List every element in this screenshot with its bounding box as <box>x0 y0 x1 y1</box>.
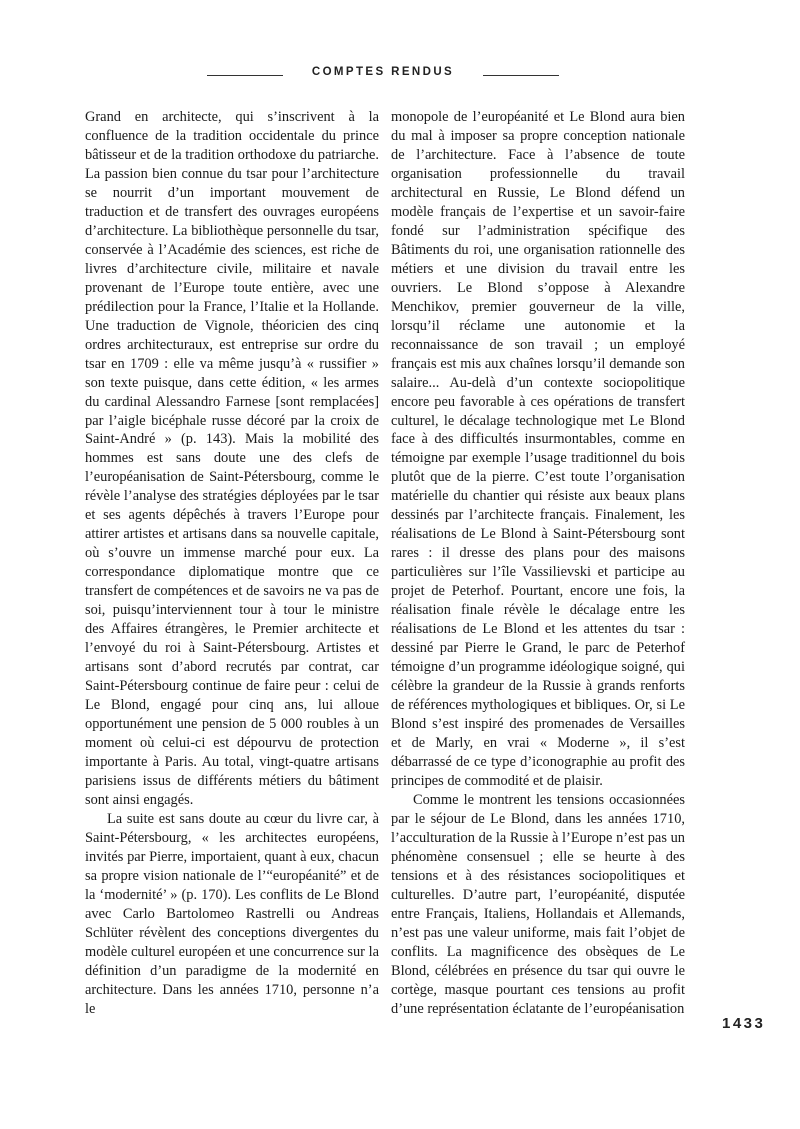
paragraph: Comme le montrent les tensions occasionnées par le séjour de Le Blond, dans les années 1710, l’acculturation de la Russie à l’Europe n’est pas un phénomène consensuel ; elle se heurte à des tensions et à des résistances sociopolitiques et culturelles. D’autre part, l’européanité, disputée entre Français, Italiens, Hollandais et Allemands, n’est pas une valeur uniforme, mais fait l’objet de conflits. La magnificence des obsèques de Le Blond, célébrées en présence du tsar qui ouvre le cortège, masque pourtant ces tensions au profit d’une représentation éclatante de l’européanisation <box>391 791 685 1017</box>
paragraph: La suite est sans doute au cœur du livre car, à Saint-Pétersbourg, « les architectes européens, invités par Pierre, importaient, quant à eux, chacun sa propre vision nationale de l’“européanité” et de la ‘modernité’ » (p. 170). Les conflits de Le Blond avec Carlo Bartolomeo Rastrelli ou Andreas Schlüter révèlent des conceptions divergentes du modèle culturel européen et une concurrence sur la définition d’un paradigme de la modernité en architecture. Dans les années 1710, personne n’a le <box>85 810 379 1017</box>
header-rule-left <box>207 75 283 76</box>
page-number: 1433 <box>722 1015 766 1032</box>
header-rule-right <box>483 75 559 76</box>
left-text-column <box>85 108 379 1019</box>
paragraph: Grand en architecte, qui s’inscrivent à la confluence de la tradition occidentale du prince bâtisseur et de la tradition orthodoxe du patriarche. La passion bien connue du tsar pour l’architecture se nourrit d’un important mouvement de traduction et de transfert des ouvrages européens d’architecture. La bibliothèque personnelle du tsar, conservée à l’Académie des sciences, est riche de livres d’architecture civile, militaire et navale provenant de l’Europe toute entière, avec une prédilection pour la France, l’Italie et la Hollande. Une traduction de Vignole, théoricien des cinq ordres architecturaux, est entreprise sur ordre du tsar en 1709 : elle va même jusqu’à « russifier » son texte puisque, dans cette édition, « les armes du cardinal Alessandro Farnese [sont remplacées] par l’aigle bicéphale russe décoré par la croix de Saint-André » (p. 143). Mais la mobilité des hommes est sans doute une des clefs de l’européanisation de Saint-Pétersbourg, comme le révèle l’analyse des stratégies déployées par le tsar et ses agents dépêchés à travers l’Europe pour attirer artistes et artisans dans sa nouvelle capitale, où s’ouvre un immense marché pour eux. La correspondance diplomatique montre que ce transfert de compétences et de savoirs ne va pas de soi, puisqu’interviennent tour à tour le ministre des Affaires étrangères, le Premier architecte et l’envoyé du roi à Saint-Pétersbourg. Artistes et artisans sont d’abord recrutés par contrat, car Saint-Pétersbourg continue de faire peur : celui de Le Blond, engagé pour cinq ans, lui alloue opportunément une pension de 5 000 roubles à un moment où celui-ci est dépourvu de protection importante à Paris. Au total, vingt-quatre artisans parisiens issus de différents métiers du bâtiment sont ainsi engagés. <box>85 109 379 808</box>
running-header <box>0 62 800 90</box>
running-head-title: COMPTES RENDUS <box>311 66 455 78</box>
right-text-column <box>391 108 685 1019</box>
paragraph: monopole de l’européanité et Le Blond aura bien du mal à imposer sa propre conception nationale de l’architecture. Face à l’absence de toute organisation professionnelle du travail architectural en Russie, Le Blond défend un modèle français de l’expertise et un savoir-faire fondé sur l’administration spécifique des Bâtiments du roi, une organisation rationnelle des métiers et une division du travail entre les ouvriers. Le Blond s’oppose à Alexandre Menchikov, premier gouverneur de la ville, lorsqu’il réclame une autonomie et la reconnaissance de son travail ; un employé français est mis aux chaînes lorsqu’il demande son salaire... Au-delà d’un contexte sociopolitique encore peu favorable à ces opérations de transfert culturel, le décalage technologique met Le Blond face à des difficultés insurmontables, comme en témoigne par exemple l’usage traditionnel du bois plutôt que de la pierre. C’est toute l’organisation matérielle du chantier qui résiste aux beaux plans dessinés par l’architecte français. Finalement, les réalisations de Le Blond à Saint-Pétersbourg sont rares : il dresse des plans pour des maisons particulières sur l’île Vassilievski et participe au projet de Peterhof. Pourtant, encore une fois, la réalisation finale révèle le décalage entre les réalisations de Le Blond et les attentes du tsar : dessiné par Pierre le Grand, le parc de Peterhof témoigne d’un programme idéologique soigné, qui célèbre la grandeur de la Russie à grands renforts de références mythologiques et bibliques. Or, si Le Blond s’est inspiré des promenades de Versailles et de Marly, en vrai « Moderne », il s’est débarrassé de ce type d’iconographie au profit des principes de commodité et de plaisir. <box>391 109 685 789</box>
